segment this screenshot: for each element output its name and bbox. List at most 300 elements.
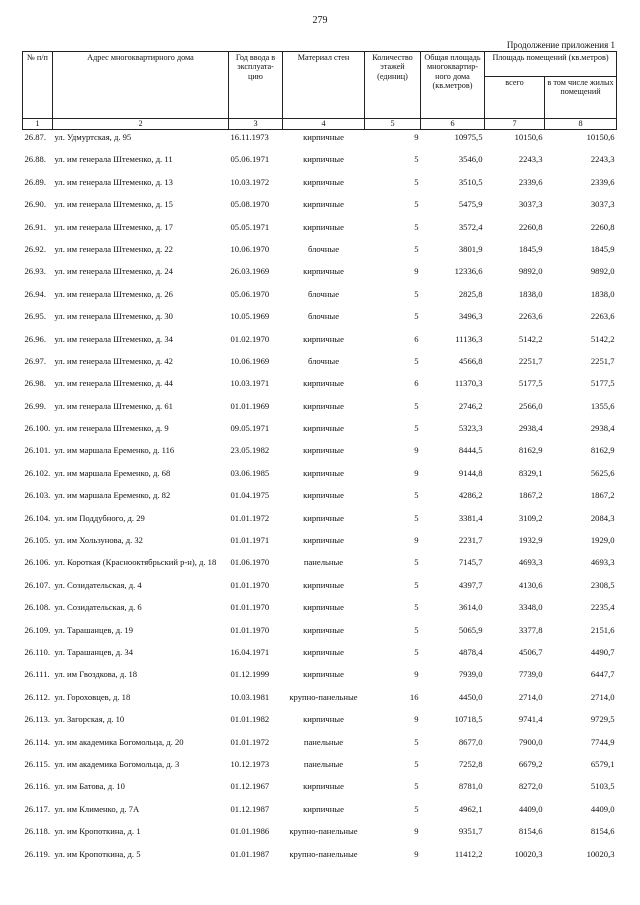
table-row xyxy=(23,647,617,669)
table-row xyxy=(23,356,617,378)
row-address: ул. им маршала Еременко, д. 82 xyxy=(54,490,171,501)
row-floors: 9 xyxy=(414,132,419,142)
row-material: кирпичные xyxy=(303,579,344,590)
row-address: ул. им генерала Штеменко, д. 17 xyxy=(54,221,173,232)
column-number: 2 xyxy=(53,119,229,130)
row-year: 01.01.1986 xyxy=(230,826,270,837)
row-number: 26.117. xyxy=(24,803,50,814)
row-area-all: 7739,0 xyxy=(518,669,543,680)
row-address: ул. им генерала Штеменко, д. 61 xyxy=(54,400,173,411)
table-row xyxy=(23,625,617,647)
row-area-residential: 6579,1 xyxy=(590,758,615,769)
row-total-area: 10975,5 xyxy=(454,132,483,142)
row-area-all: 8154,6 xyxy=(518,826,543,837)
column-number: 8 xyxy=(545,119,617,130)
header-material: Материал стен xyxy=(283,52,365,119)
row-area-residential: 1845,9 xyxy=(590,243,615,254)
row-floors: 5 xyxy=(414,602,419,613)
row-floors: 5 xyxy=(414,311,419,322)
row-total-area: 4450,0 xyxy=(458,691,483,702)
row-floors: 9 xyxy=(414,826,419,837)
row-address: ул. им генерала Штеменко, д. 44 xyxy=(54,378,173,389)
row-material: блочные xyxy=(307,288,340,299)
row-floors: 6 xyxy=(414,333,419,344)
row-area-residential: 5177,5 xyxy=(590,378,615,389)
row-area-residential: 7744,9 xyxy=(590,736,615,747)
row-year: 10.12.1973 xyxy=(230,758,270,769)
row-floors: 5 xyxy=(414,490,419,501)
row-area-all: 3037,3 xyxy=(518,199,543,210)
row-floors: 5 xyxy=(414,803,419,814)
row-material: кирпичные xyxy=(303,400,344,411)
row-address: ул. Гороховцев, д. 18 xyxy=(54,691,131,702)
row-number: 26.114. xyxy=(24,736,50,747)
row-material: кирпичные xyxy=(303,423,344,434)
row-area-all: 1867,2 xyxy=(518,490,543,501)
row-material: кирпичные xyxy=(303,154,344,165)
row-floors: 9 xyxy=(414,266,419,277)
row-year: 01.02.1970 xyxy=(230,333,270,344)
row-total-area: 5475,9 xyxy=(458,199,483,210)
row-total-area: 3546,0 xyxy=(458,154,483,165)
row-year: 01.01.1970 xyxy=(230,602,270,613)
row-area-residential: 2714,0 xyxy=(590,691,615,702)
table-row xyxy=(23,535,617,557)
row-material: кирпичные xyxy=(303,602,344,613)
row-floors: 5 xyxy=(414,423,419,434)
table-row xyxy=(23,781,617,803)
row-address: ул. Тарашанцев, д. 34 xyxy=(54,646,134,657)
row-area-all: 10020,3 xyxy=(514,848,543,859)
table-row xyxy=(23,826,617,848)
row-floors: 9 xyxy=(414,848,419,859)
row-total-area: 5323,3 xyxy=(458,423,483,434)
row-material: кирпичные xyxy=(303,266,344,277)
row-area-all: 2938,4 xyxy=(518,423,543,434)
row-area-residential: 3037,3 xyxy=(590,199,615,210)
row-year: 01.06.1970 xyxy=(230,557,270,568)
row-total-area: 4878,4 xyxy=(458,646,483,657)
row-total-area: 4566,8 xyxy=(458,355,483,366)
row-material: кирпичные xyxy=(303,132,344,142)
row-area-residential: 2235,4 xyxy=(590,602,615,613)
row-number: 26.95. xyxy=(24,311,46,322)
row-area-residential: 10020,3 xyxy=(586,848,615,859)
row-year: 01.12.1967 xyxy=(230,781,270,792)
row-address: ул. Удмуртская, д. 95 xyxy=(54,132,132,142)
row-number: 26.105. xyxy=(24,535,51,546)
row-floors: 5 xyxy=(414,176,419,187)
row-address: ул. им Поддубного, д. 29 xyxy=(54,512,145,523)
header-num: № п/п xyxy=(23,52,53,119)
table-row xyxy=(23,692,617,714)
row-area-all: 2714,0 xyxy=(518,691,543,702)
row-number: 26.96. xyxy=(24,333,46,344)
row-year: 05.05.1971 xyxy=(230,221,270,232)
table-row xyxy=(23,334,617,356)
row-address: ул. им генерала Штеменко, д. 34 xyxy=(54,333,173,344)
row-material: кирпичные xyxy=(303,467,344,478)
row-area-residential: 5103,5 xyxy=(590,781,615,792)
row-total-area: 2746,2 xyxy=(458,400,483,411)
row-total-area: 3496,3 xyxy=(458,311,483,322)
row-number: 26.102. xyxy=(24,467,51,478)
row-area-residential: 1355,6 xyxy=(590,400,615,411)
row-area-all: 2566,0 xyxy=(518,400,543,411)
row-area-residential: 1929,0 xyxy=(590,535,615,546)
row-area-residential: 1867,2 xyxy=(590,490,615,501)
row-material: блочные xyxy=(307,243,340,254)
row-number: 26.89. xyxy=(24,176,46,187)
row-year: 01.01.1969 xyxy=(230,400,270,411)
row-area-all: 9892,0 xyxy=(518,266,543,277)
row-floors: 5 xyxy=(414,355,419,366)
row-address: ул. им Батова, д. 10 xyxy=(54,781,125,792)
table-row xyxy=(23,468,617,490)
row-year: 05.06.1970 xyxy=(230,288,270,299)
row-address: ул. им генерала Штеменко, д. 42 xyxy=(54,355,173,366)
row-year: 10.06.1969 xyxy=(230,355,270,366)
row-floors: 9 xyxy=(414,669,419,680)
row-area-residential: 2260,8 xyxy=(590,221,615,232)
row-area-residential: 2339,6 xyxy=(590,176,615,187)
header-residential: в том числе жилых помещений xyxy=(545,77,617,119)
row-total-area: 11136,3 xyxy=(455,333,483,344)
row-material: кирпичные xyxy=(303,176,344,187)
row-material: кирпичные xyxy=(303,512,344,523)
row-number: 26.108. xyxy=(24,602,51,613)
row-number: 26.90. xyxy=(24,199,46,210)
row-floors: 9 xyxy=(414,535,419,546)
row-floors: 6 xyxy=(414,378,419,389)
row-area-all: 3109,2 xyxy=(518,512,543,523)
table-row xyxy=(23,244,617,266)
row-address: ул. им генерала Штеменко, д. 30 xyxy=(54,311,173,322)
row-total-area: 8677,0 xyxy=(458,736,483,747)
row-floors: 5 xyxy=(414,154,419,165)
row-total-area: 3614,0 xyxy=(458,602,483,613)
table-row xyxy=(23,445,617,467)
row-area-all: 6679,2 xyxy=(518,758,543,769)
row-year: 01.01.1971 xyxy=(230,535,270,546)
header-year: Год ввода в эксплуата- цию xyxy=(229,52,283,119)
row-area-residential: 2308,5 xyxy=(590,579,615,590)
row-area-residential: 4409,0 xyxy=(590,803,615,814)
row-floors: 5 xyxy=(414,557,419,568)
row-area-all: 8162,9 xyxy=(518,445,543,456)
row-year: 05.08.1970 xyxy=(230,199,270,210)
table-row xyxy=(23,490,617,512)
row-area-residential: 2251,7 xyxy=(590,355,615,366)
row-total-area: 5065,9 xyxy=(458,624,483,635)
row-material: крупно-панельные xyxy=(289,691,358,702)
row-year: 23.05.1982 xyxy=(230,445,270,456)
row-address: ул. Короткая (Краснооктябрьский р-н), д. 18 xyxy=(54,557,217,568)
row-total-area: 3801,9 xyxy=(458,243,483,254)
row-number: 26.100. xyxy=(24,423,51,434)
row-year: 01.12.1987 xyxy=(230,803,270,814)
row-year: 05.06.1971 xyxy=(230,154,270,165)
row-number: 26.111. xyxy=(24,669,50,680)
table-row xyxy=(23,669,617,691)
row-year: 10.03.1971 xyxy=(230,378,270,389)
header-all: всего xyxy=(485,77,545,119)
column-number: 6 xyxy=(421,119,485,130)
table-row xyxy=(23,423,617,445)
column-number: 3 xyxy=(229,119,283,130)
table-row xyxy=(23,378,617,400)
row-number: 26.116. xyxy=(24,781,50,792)
column-number: 4 xyxy=(283,119,365,130)
row-year: 10.03.1972 xyxy=(230,176,270,187)
row-year: 16.04.1971 xyxy=(230,646,270,657)
row-area-all: 9741,4 xyxy=(518,714,543,725)
row-floors: 5 xyxy=(414,736,419,747)
row-material: кирпичные xyxy=(303,333,344,344)
row-floors: 5 xyxy=(414,579,419,590)
row-total-area: 7939,0 xyxy=(458,669,483,680)
row-total-area: 11412,2 xyxy=(454,848,483,859)
table-row xyxy=(23,513,617,535)
row-floors: 5 xyxy=(414,288,419,299)
row-area-all: 2263,6 xyxy=(518,311,543,322)
row-floors: 5 xyxy=(414,400,419,411)
table-row xyxy=(23,557,617,579)
row-address: ул. им маршала Еременко, д. 68 xyxy=(54,467,171,478)
row-year: 16.11.1973 xyxy=(230,132,269,142)
row-area-all: 4693,3 xyxy=(518,557,543,568)
row-address: ул. им генерала Штеменко, д. 11 xyxy=(54,154,173,165)
row-address: ул. им генерала Штеменко, д. 9 xyxy=(54,423,169,434)
row-material: панельные xyxy=(303,758,344,769)
row-number: 26.88. xyxy=(24,154,46,165)
row-area-all: 2243,3 xyxy=(518,154,543,165)
row-material: кирпичные xyxy=(303,535,344,546)
row-total-area: 3572,4 xyxy=(458,221,483,232)
row-material: кирпичные xyxy=(303,378,344,389)
row-area-residential: 4490,7 xyxy=(590,646,615,657)
row-floors: 9 xyxy=(414,445,419,456)
row-total-area: 3381,4 xyxy=(458,512,483,523)
row-year: 01.04.1975 xyxy=(230,490,270,501)
row-floors: 5 xyxy=(414,512,419,523)
row-number: 26.98. xyxy=(24,378,46,389)
table-row xyxy=(23,222,617,244)
row-number: 26.97. xyxy=(24,355,46,366)
row-area-all: 2251,7 xyxy=(518,355,543,366)
row-address: ул. Загорская, д. 10 xyxy=(54,714,125,725)
row-area-residential: 4693,3 xyxy=(590,557,615,568)
row-address: ул. им генерала Штеменко, д. 24 xyxy=(54,266,173,277)
row-area-all: 1932,9 xyxy=(518,535,543,546)
continuation-note: Продолжение приложения 1 xyxy=(506,40,615,50)
table-row xyxy=(23,199,617,221)
row-address: ул. им Хользунова, д. 32 xyxy=(54,535,143,546)
row-floors: 9 xyxy=(414,467,419,478)
table-row xyxy=(23,714,617,736)
row-address: ул. им Гвоздкова, д. 18 xyxy=(54,669,138,680)
row-total-area: 3510,5 xyxy=(458,176,483,187)
table-row xyxy=(23,311,617,333)
row-area-residential: 2084,3 xyxy=(590,512,615,523)
table-row xyxy=(23,580,617,602)
row-area-residential: 2263,6 xyxy=(590,311,615,322)
row-floors: 5 xyxy=(414,758,419,769)
row-area-all: 8329,1 xyxy=(518,467,543,478)
row-address: ул. им Кропоткина, д. 5 xyxy=(54,848,141,859)
row-material: кирпичные xyxy=(303,221,344,232)
row-area-residential: 8154,6 xyxy=(590,826,615,837)
row-address: ул. им генерала Штеменко, д. 15 xyxy=(54,199,173,210)
row-number: 26.103. xyxy=(24,490,51,501)
row-year: 01.01.1982 xyxy=(230,714,270,725)
row-area-all: 1845,9 xyxy=(518,243,543,254)
row-number: 26.94. xyxy=(24,288,46,299)
row-area-all: 5142,2 xyxy=(518,333,543,344)
header-premises-area: Площадь помещений (кв.метров) xyxy=(485,52,617,77)
row-total-area: 11370,3 xyxy=(454,378,483,389)
table-row xyxy=(23,759,617,781)
row-area-all: 4409,0 xyxy=(518,803,543,814)
row-area-residential: 2151,6 xyxy=(590,624,615,635)
table-row xyxy=(23,849,617,871)
row-floors: 5 xyxy=(414,624,419,635)
row-year: 01.12.1999 xyxy=(230,669,270,680)
row-area-residential: 6447,7 xyxy=(590,669,615,680)
page-number: 279 xyxy=(312,15,328,26)
row-floors: 5 xyxy=(414,243,419,254)
row-address: ул. им генерала Штеменко, д. 22 xyxy=(54,243,173,254)
row-floors: 5 xyxy=(414,781,419,792)
row-floors: 9 xyxy=(414,714,419,725)
row-area-all: 5177,5 xyxy=(518,378,543,389)
row-total-area: 7252,8 xyxy=(458,758,483,769)
row-area-all: 1838,0 xyxy=(518,288,543,299)
row-number: 26.113. xyxy=(24,714,50,725)
row-number: 26.119. xyxy=(24,848,50,859)
row-total-area: 4397,7 xyxy=(458,579,483,590)
row-area-residential: 2243,3 xyxy=(590,154,615,165)
row-address: ул. им Клименко, д. 7А xyxy=(54,803,140,814)
row-area-residential: 5625,6 xyxy=(590,467,615,478)
row-year: 01.01.1972 xyxy=(230,512,270,523)
row-number: 26.92. xyxy=(24,243,46,254)
row-area-residential: 10150,6 xyxy=(586,132,615,142)
row-address: ул. им Кропоткина, д. 1 xyxy=(54,826,141,837)
row-total-area: 9144,8 xyxy=(458,467,483,478)
table-row xyxy=(23,177,617,199)
row-number: 26.87. xyxy=(24,132,46,142)
table-row xyxy=(23,737,617,759)
row-year: 10.05.1969 xyxy=(230,311,270,322)
row-total-area: 12336,6 xyxy=(454,266,483,277)
row-year: 01.01.1972 xyxy=(230,736,270,747)
row-material: крупно-панельные xyxy=(289,848,358,859)
row-material: кирпичные xyxy=(303,490,344,501)
row-area-residential: 9729,5 xyxy=(590,714,615,725)
row-address: ул. им академика Богомольца, д. 20 xyxy=(54,736,184,747)
row-area-residential: 1838,0 xyxy=(590,288,615,299)
row-material: кирпичные xyxy=(303,781,344,792)
row-floors: 5 xyxy=(414,199,419,210)
row-number: 26.106. xyxy=(24,557,51,568)
row-address: ул. Созидательская, д. 4 xyxy=(54,579,142,590)
table-row xyxy=(23,804,617,826)
row-year: 03.06.1985 xyxy=(230,467,270,478)
table-row xyxy=(23,130,617,155)
row-number: 26.91. xyxy=(24,221,46,232)
row-total-area: 8444,5 xyxy=(458,445,483,456)
row-address: ул. им маршала Еременко, д. 116 xyxy=(54,445,175,456)
row-material: панельные xyxy=(303,557,344,568)
row-year: 26.03.1969 xyxy=(230,266,270,277)
row-total-area: 7145,7 xyxy=(458,557,483,568)
row-total-area: 4962,1 xyxy=(458,803,483,814)
row-number: 26.112. xyxy=(24,691,50,702)
row-number: 26.110. xyxy=(24,646,50,657)
row-address: ул. Созидательская, д. 6 xyxy=(54,602,142,613)
row-floors: 5 xyxy=(414,646,419,657)
header-total-area: Общая площадь многоквартир- ного дома (кв.метров) xyxy=(421,52,485,119)
table-row xyxy=(23,289,617,311)
row-year: 10.06.1970 xyxy=(230,243,270,254)
table-row xyxy=(23,401,617,423)
row-total-area: 2825,8 xyxy=(458,288,483,299)
row-area-all: 8272,0 xyxy=(518,781,543,792)
row-area-residential: 9892,0 xyxy=(590,266,615,277)
row-area-residential: 8162,9 xyxy=(590,445,615,456)
row-material: кирпичные xyxy=(303,803,344,814)
row-number: 26.99. xyxy=(24,400,46,411)
row-material: крупно-панельные xyxy=(289,826,358,837)
table-row xyxy=(23,602,617,624)
row-material: кирпичные xyxy=(303,646,344,657)
row-number: 26.118. xyxy=(24,826,50,837)
row-number: 26.104. xyxy=(24,512,51,523)
row-material: блочные xyxy=(307,311,340,322)
row-area-all: 7900,0 xyxy=(518,736,543,747)
row-floors: 16 xyxy=(409,691,419,702)
table-body xyxy=(23,130,617,871)
row-total-area: 2231,7 xyxy=(458,535,483,546)
column-number: 5 xyxy=(365,119,421,130)
row-area-all: 2260,8 xyxy=(518,221,543,232)
row-year: 01.01.1970 xyxy=(230,624,270,635)
row-area-all: 2339,6 xyxy=(518,176,543,187)
header-floors: Количество этажей (единиц) xyxy=(365,52,421,119)
row-area-all: 3377,8 xyxy=(518,624,543,635)
row-address: ул. им генерала Штеменко, д. 13 xyxy=(54,176,173,187)
table-row xyxy=(23,154,617,176)
row-total-area: 8781,0 xyxy=(458,781,483,792)
row-material: кирпичные xyxy=(303,624,344,635)
row-year: 01.01.1987 xyxy=(230,848,270,859)
column-number: 1 xyxy=(23,119,53,130)
row-material: кирпичные xyxy=(303,669,344,680)
row-material: панельные xyxy=(303,736,344,747)
header-address: Адрес многоквартирного дома xyxy=(53,52,229,119)
row-number: 26.109. xyxy=(24,624,51,635)
column-number: 7 xyxy=(485,119,545,130)
row-area-residential: 2938,4 xyxy=(590,423,615,434)
row-number: 26.115. xyxy=(24,758,50,769)
row-year: 09.05.1971 xyxy=(230,423,270,434)
row-total-area: 4286,2 xyxy=(458,490,483,501)
row-area-all: 4506,7 xyxy=(518,646,543,657)
row-year: 01.01.1970 xyxy=(230,579,270,590)
housing-register-table xyxy=(22,51,617,871)
row-material: кирпичные xyxy=(303,445,344,456)
